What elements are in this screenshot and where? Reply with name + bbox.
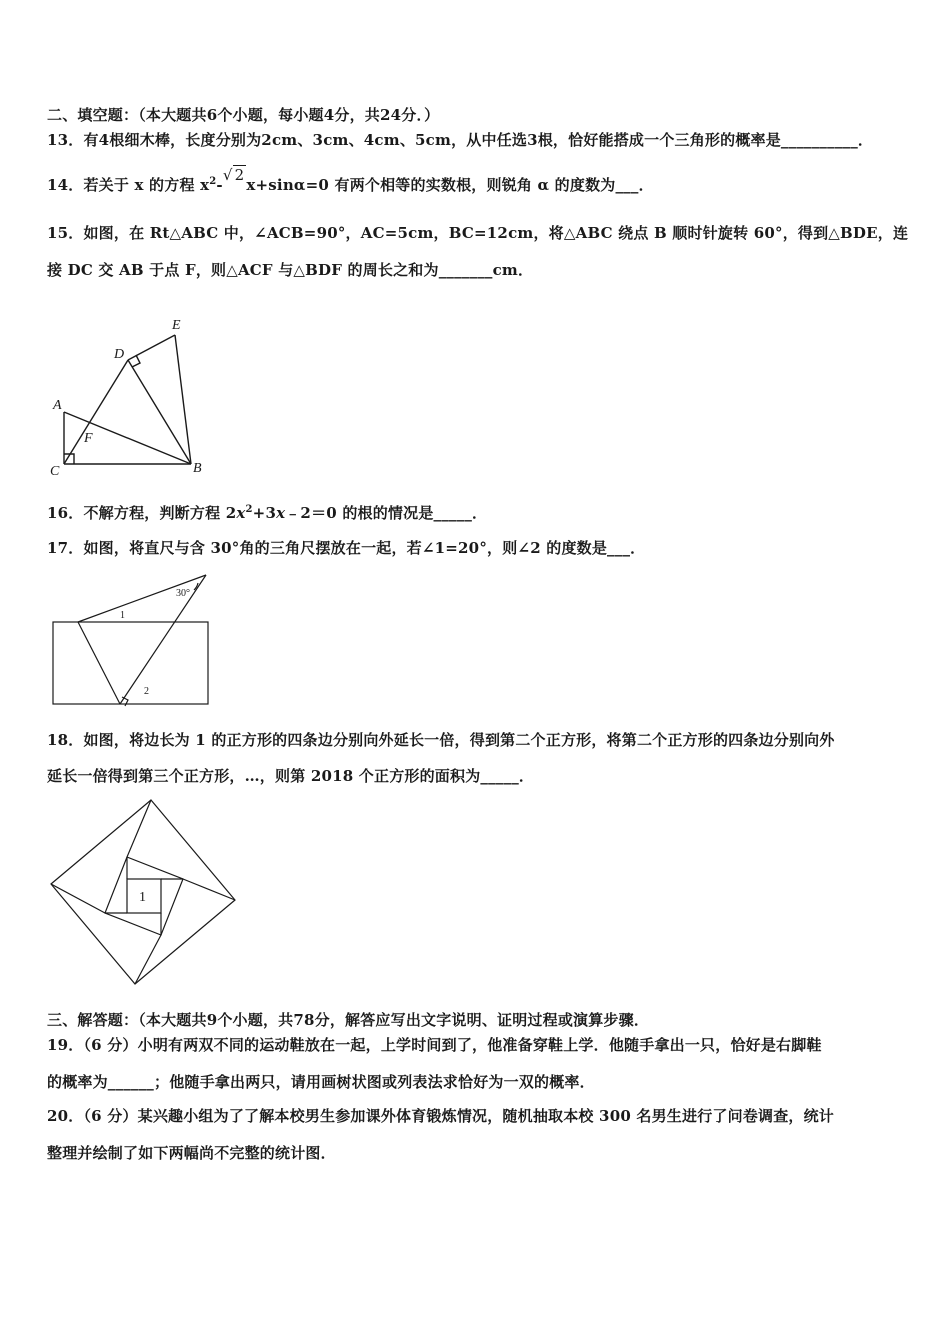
figure-q17-ruler-triangle bbox=[48, 570, 218, 710]
ruler-rectangle bbox=[53, 622, 208, 704]
segment-de bbox=[128, 335, 175, 360]
label-d: D bbox=[114, 347, 125, 362]
segment-db bbox=[128, 360, 191, 464]
q14-radicand: 2 bbox=[234, 166, 245, 184]
label-b: B bbox=[193, 461, 202, 476]
sqrt-symbol: √ 2 bbox=[222, 166, 245, 184]
q14-exponent: 2 bbox=[209, 176, 217, 187]
figure-q18-nested-squares bbox=[45, 797, 240, 992]
q16-exponent: 2 bbox=[245, 504, 253, 515]
q16-part2: +3 bbox=[252, 504, 277, 522]
question-18-line1: 18．如图，将边长为 1 的正方形的四条边分别向外延长一倍，得到第二个正方形，将第二个正方形的四条边分别向外 bbox=[47, 731, 835, 749]
label-c: C bbox=[50, 464, 60, 479]
question-20-line1: 20．（6 分）某兴趣小组为了了解本校男生参加课外体育锻炼情况，随机抽取本校 300 名男生进行了问卷调查，统计 bbox=[47, 1107, 834, 1125]
question-20-line2: 整理并绘制了如下两幅尚不完整的统计图． bbox=[47, 1144, 336, 1162]
q16-variable-x2: x bbox=[276, 504, 286, 522]
label-30-degree: 30° bbox=[176, 588, 190, 599]
right-angle-mark bbox=[122, 697, 128, 706]
question-18-line2: 延长一倍得到第三个正方形，…，则第 2018 个正方形的面积为_____． bbox=[47, 767, 535, 785]
answer-section-header: 三、解答题：（本大题共9个小题，共78分，解答应写出文字说明、证明过程或演算步骤． bbox=[47, 1011, 650, 1029]
ext-line-a bbox=[127, 800, 151, 857]
ext-line-b bbox=[183, 879, 235, 900]
question-16 bbox=[47, 502, 487, 523]
q14-part3: x+sinα=0 有两个相等的实数根，则锐角 α 的度数为___． bbox=[246, 176, 654, 194]
segment-eb bbox=[175, 335, 191, 464]
question-15-line1: 15．如图，在 Rt△ABC 中，∠ACB=90°，AC=5cm，BC=12cm，将△ABC 绕点 B 顺时针旋转 60°，得到△BDE，连 bbox=[47, 224, 909, 242]
label-a: A bbox=[53, 398, 62, 413]
q16-variable-x1: x bbox=[236, 504, 246, 522]
question-14 bbox=[47, 166, 654, 195]
question-19-line1: 19．（6 分）小明有两双不同的运动鞋放在一起，上学时间到了，他准备穿鞋上学．他随手拿出一只，恰好是右脚鞋 bbox=[47, 1036, 822, 1054]
ext-line-c bbox=[135, 935, 161, 984]
ext-line-d bbox=[51, 884, 105, 913]
q14-part1: 14．若关于 x 的方程 x bbox=[47, 176, 210, 194]
question-19-line2: 的概率为______；他随手拿出两只，请用画树状图或列表法求恰好为一双的概率． bbox=[47, 1073, 595, 1091]
q16-part1: 16．不解方程，判断方程 2 bbox=[47, 504, 237, 522]
question-13: 13．有4根细木棒，长度分别为2cm、3cm、4cm、5cm，从中任选3根，恰好能搭成一个三角形的概率是__________． bbox=[47, 131, 874, 149]
segment-cd bbox=[64, 360, 128, 464]
question-15-line2: 接 DC 交 AB 于点 F，则△ACF 与△BDF 的周长之和为_______cm． bbox=[47, 261, 534, 279]
q14-part2: - bbox=[216, 176, 223, 194]
figure-q15-rotated-triangle bbox=[45, 312, 215, 482]
q16-part3: ﹣2＝0 的根的情况是_____． bbox=[285, 504, 488, 522]
triangle-right-side bbox=[120, 575, 206, 704]
triangle-left-side bbox=[78, 622, 120, 704]
label-e: E bbox=[172, 318, 181, 333]
fill-blank-section-header: 二、填空题：（本大题共6个小题，每小题4分，共24分．） bbox=[47, 106, 440, 124]
label-f: F bbox=[84, 431, 93, 446]
label-inner-square: 1 bbox=[139, 890, 146, 905]
label-angle-1: 1 bbox=[120, 610, 125, 621]
question-17: 17．如图，将直尺与含 30°角的三角尺摆放在一起，若∠1=20°，则∠2 的度数是___． bbox=[47, 539, 646, 557]
label-angle-2: 2 bbox=[144, 686, 149, 697]
